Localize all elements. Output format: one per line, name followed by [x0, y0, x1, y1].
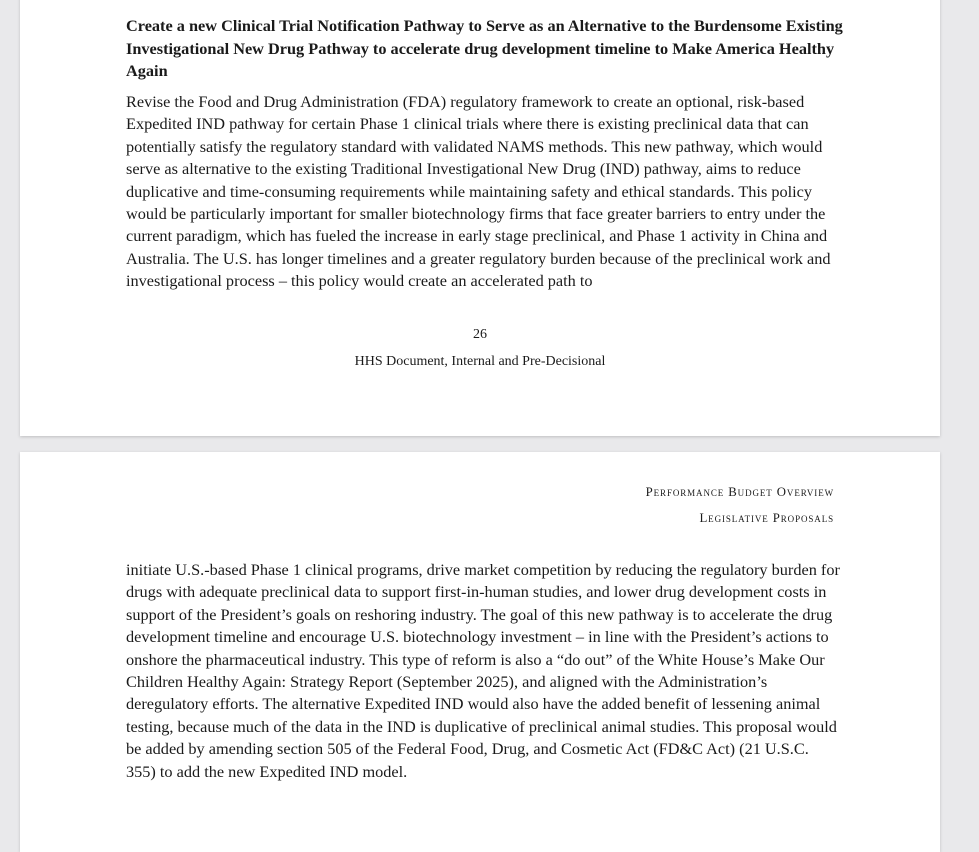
body-paragraph: Revise the Food and Drug Administration (FDA) regulatory framework to create an optional, risk-based Expedited IND pathway for certain Phase 1 clinical trials where there is existing preclinical data that can potentially satisfy the regulatory standard with validated NAMS methods. This new pathway, which would serve as alternative to the existing Traditional Investigational New Drug (IND) pathway, aims to reduce duplicative and time-consuming requirements while maintaining safety and ethical standards. This policy would be particularly important for smaller biotechnology firms that face greater barriers to entry under the current paradigm, which has fueled the increase in early stage preclinical, and Phase 1 activity in China and Australia. The U.S. has longer timelines and a greater regulatory burden because of the preclinical work and investigational process – this policy would create an accelerated path to	[126, 92, 831, 291]
body-paragraph-continued: initiate U.S.-based Phase 1 clinical programs, drive market competition by reducing the regulatory burden for drugs with adequate preclinical data to support first-in-human studies, and lower drug development costs in support of the President’s goals on reshoring industry. The goal of this new pathway is to accelerate the drug development timeline and encourage U.S. biotechnology investment – in line with the President’s actions to onshore the pharmaceutical industry. This type of reform is also a “do out” of the White House’s Make Our Children Healthy Again: Strategy Report (September 2025), and aligned with the Administration’s deregulatory efforts. The alternative Expedited IND would also have the added benefit of lessening animal testing, because much of the data in the IND is duplicative of preclinical animal studies. This proposal would be added by amending section 505 of the Federal Food, Drug, and Cosmetic Act (FD&C Act) (21 U.S.C. 355) to add the new Expedited IND model.	[126, 560, 840, 781]
running-head-title: Performance Budget Overview	[645, 485, 834, 499]
section-heading: Create a new Clinical Trial Notification Pathway to Serve as an Alternative to the Burdensome Existing Investigational New Drug Pathway to accelerate drug development timeline to Make America Healthy Again	[126, 16, 843, 80]
running-head-section: Legislative Proposals	[699, 511, 834, 525]
page-footer: HHS Document, Internal and Pre-Decisional	[354, 354, 606, 369]
document-page-26	[20, 0, 940, 436]
page-number: 26	[473, 327, 487, 342]
document-page-27	[20, 452, 940, 852]
